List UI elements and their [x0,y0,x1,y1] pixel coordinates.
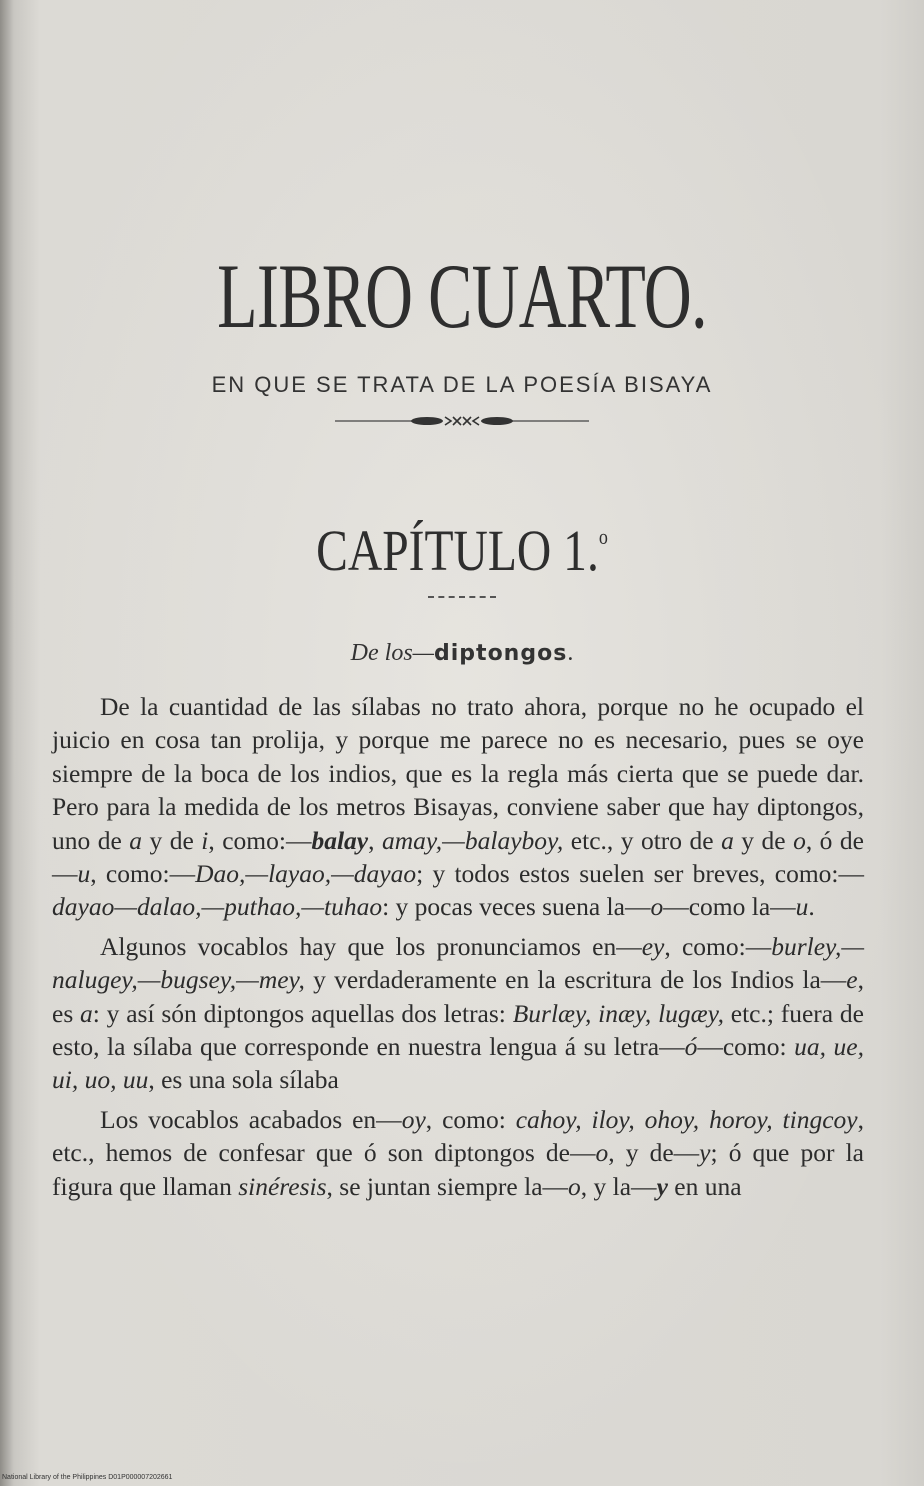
text-run: , como:— [664,931,772,961]
text-run: y de [733,825,794,855]
emphasized-term: amay,—balayboy, [381,825,564,855]
ornament-rule-icon [335,412,589,430]
emphasized-term: e [846,965,858,995]
text-run: , [368,825,382,855]
emphasized-term: y [699,1138,711,1168]
text-run: , y de— [608,1138,700,1168]
text-run: y de [142,825,202,855]
emphasized-term: Dao,—layao,—dayao [195,859,417,889]
section-suffix: . [567,640,574,666]
emphasized-term: ó [684,1032,698,1062]
section-title [0,640,924,667]
emphasized-term: o [650,892,664,922]
emphasized-term: balay [311,825,369,855]
paragraph [52,690,864,924]
chapter-title: CAPÍTULO 1. [316,518,599,583]
text-run: ; ó que por la figura que llaman [52,1138,864,1201]
emphasized-term: sinéresis [238,1171,327,1201]
divider [428,596,496,601]
emphasized-term: o [595,1138,609,1168]
emphasized-term: cahoy, iloy, ohoy, horoy, tingcoy [515,1104,858,1134]
text-run: , como:— [90,859,196,889]
text-run: , y la— [580,1171,657,1201]
text-run: Los vocablos acabados en— [100,1104,402,1134]
text-run: , etc., hemos de confesar que ó son diptongos de— [52,1104,864,1168]
emphasized-term: a [721,825,734,855]
text-run: De la cuantidad de las sílabas no trato ahora, porque no he ocupado el juicio en cosa tan prolija, y porque me parece no es necesario, pues se oye siempre de la boca de los indios, que es la regla más cierta que se puede dar. Pero para la medida de los metros Bisayas, conviene saber que hay diptongos, uno de [52,692,864,855]
chapter-heading [83,518,841,583]
body-text [52,690,864,1209]
text-run: y verdaderamente en la escritura de los Indios la— [304,965,847,995]
emphasized-term: o [793,825,806,855]
paragraph [52,1103,864,1203]
emphasized-term: dayao—dalao,—puthao,—tuhao [52,892,383,922]
section-keyword: diptongos [434,641,568,666]
text-run: ; y todos estos suelen ser breves, como:— [416,859,864,889]
text-run: —como: [697,1032,795,1062]
emphasized-term: u [795,892,809,922]
emphasized-term: Burlæy, inæy, lugæy, [512,998,724,1028]
emphasized-term: i [201,825,209,855]
text-run: : y así són diptongos aquellas dos letras: [92,998,513,1028]
text-run: en una [667,1171,742,1201]
text-run: , ó de— [52,825,864,889]
text-run: : y pocas veces suena la— [382,892,651,922]
emphasized-term: burley,—nalugey,—bugsey,—mey, [52,931,864,995]
text-run: , como:— [208,825,312,855]
emphasized-term: a [80,998,93,1028]
emphasized-term: a [129,825,143,855]
text-run: , es una sola sílaba [148,1065,339,1095]
emphasized-term: ua, ue, ui, uo, uu [52,1032,864,1095]
text-run: , se juntan siempre la— [326,1171,569,1201]
book-subtitle: EN QUE SE TRATA DE LA POESÍA BISAYA [211,372,713,397]
emphasized-term: y [656,1171,668,1201]
text-run: etc., y otro de [563,825,722,855]
text-run: etc.; fuera de esto, la sílaba que corresponde en nuestra lengua á su letra— [52,998,864,1062]
text-run: Algunos vocablos hay que los pronunciamos en— [100,931,642,961]
chapter-ordinal: o [598,524,608,549]
emphasized-term: u [77,859,91,889]
text-run: , es [52,965,864,1028]
scan-footer: National Library of the Philippines D01P000007202661 [2,1474,173,1481]
emphasized-term: oy [401,1104,426,1134]
emphasized-term: o [568,1171,581,1201]
text-run: —como la— [663,892,796,922]
paragraph [52,930,864,1097]
text-run: . [808,892,815,922]
section-prefix: De los— [350,640,435,666]
text-run: , como: [425,1104,516,1134]
book-title: LIBRO CUARTO. [217,245,707,347]
emphasized-term: ey [641,931,665,961]
